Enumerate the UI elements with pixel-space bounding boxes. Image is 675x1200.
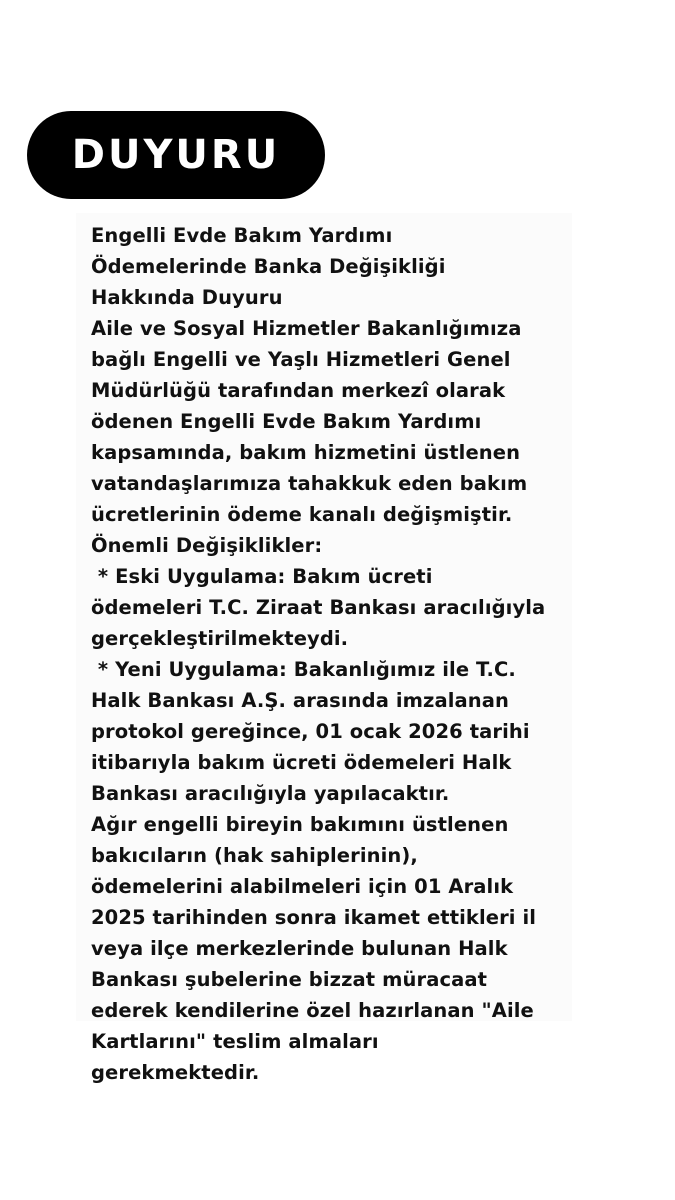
announcement-line: Halk Bankası A.Ş. arasında imzalanan	[91, 689, 510, 712]
announcement-line: bakıcıların (hak sahiplerinin),	[91, 844, 418, 867]
announcement-line: kapsamında, bakım hizmetini üstlenen	[91, 441, 521, 464]
announcement-line: Engelli Evde Bakım Yardımı	[91, 224, 393, 247]
announcement-text	[91, 220, 561, 1088]
announcement-line: Önemli Değişiklikler:	[91, 534, 323, 557]
announcement-line: protokol gereğince, 01 ocak 2026 tarihi	[91, 720, 530, 743]
announcement-line: * Eski Uygulama: Bakım ücreti	[91, 565, 433, 588]
announcement-line: bağlı Engelli ve Yaşlı Hizmetleri Genel	[91, 348, 511, 371]
announcement-line: gerçekleştirilmekteydi.	[91, 627, 349, 650]
announcement-line: ödemeleri T.C. Ziraat Bankası aracılığıyla	[91, 596, 546, 619]
announcement-line: gerekmektedir.	[91, 1061, 260, 1084]
announcement-line: Müdürlüğü tarafından merkezî olarak	[91, 379, 506, 402]
duyuru-badge	[27, 111, 325, 199]
announcement-line: ödenen Engelli Evde Bakım Yardımı	[91, 410, 482, 433]
announcement-line: Bankası aracılığıyla yapılacaktır.	[91, 782, 450, 805]
badge-label: DUYURU	[71, 132, 281, 178]
announcement-line: Ödemelerinde Banka Değişikliği	[91, 255, 446, 278]
announcement-line: 2025 tarihinden sonra ikamet ettikleri il	[91, 906, 537, 929]
announcement-line: Hakkında Duyuru	[91, 286, 283, 309]
announcement-line: ederek kendilerine özel hazırlanan "Aile	[91, 999, 534, 1022]
announcement-line: * Yeni Uygulama: Bakanlığımız ile T.C.	[91, 658, 516, 681]
announcement-line: veya ilçe merkezlerinde bulunan Halk	[91, 937, 508, 960]
announcement-line: ücretlerinin ödeme kanalı değişmiştir.	[91, 503, 513, 526]
announcement-line: Aile ve Sosyal Hizmetler Bakanlığımıza	[91, 317, 522, 340]
announcement-line: ödemelerini alabilmeleri için 01 Aralık	[91, 875, 514, 898]
announcement-line: itibarıyla bakım ücreti ödemeleri Halk	[91, 751, 512, 774]
announcement-line: Kartlarını" teslim almaları	[91, 1030, 379, 1053]
announcement-line: vatandaşlarımıza tahakkuk eden bakım	[91, 472, 528, 495]
announcement-line: Ağır engelli bireyin bakımını üstlenen	[91, 813, 509, 836]
announcement-line: Bankası şubelerine bizzat müracaat	[91, 968, 488, 991]
